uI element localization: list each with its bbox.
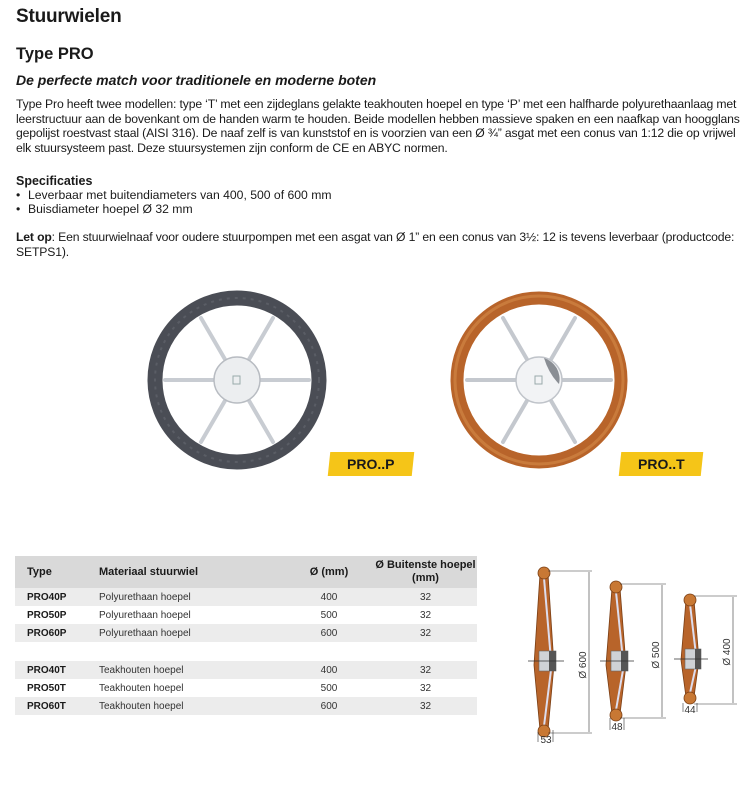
cell-rim: 32 <box>374 661 477 679</box>
tagline: De perfecte match voor traditionele en moderne boten <box>16 72 377 88</box>
cell-material: Teakhouten hoepel <box>87 661 284 679</box>
badge-pro-t: PRO..T <box>619 452 704 476</box>
note-label: Let op <box>16 230 52 244</box>
cell-rim: 32 <box>374 588 477 606</box>
wheel-pro-t-image <box>447 288 631 472</box>
table-header-row <box>15 556 477 588</box>
product-table <box>15 556 477 715</box>
spec-item: • Buisdiameter hoepel Ø 32 mm <box>16 202 332 216</box>
diameter-label-500: Ø 500 <box>651 641 662 669</box>
side-view-drawings <box>520 560 750 745</box>
cell-rim: 32 <box>419 682 432 694</box>
cell-diameter: 600 <box>284 624 374 642</box>
cell-rim: 32 <box>374 697 477 715</box>
cell-material: Teakhouten hoepel <box>99 682 184 694</box>
drawing-600 <box>528 567 592 745</box>
cell-type: PRO60P <box>15 624 87 642</box>
cell-type: PRO40P <box>15 588 87 606</box>
col-header-type: Type <box>15 556 87 588</box>
cell-material: Polyurethaan hoepel <box>87 624 284 642</box>
note <box>16 230 751 259</box>
specs-title: Specificaties <box>16 174 93 188</box>
col-header-rim: Ø Buitenste hoepel (mm) <box>374 556 477 588</box>
depth-label-44: 44 <box>684 705 696 716</box>
cell-diameter: 500 <box>320 682 338 694</box>
cell-material: Polyurethaan hoepel <box>87 588 284 606</box>
cell-type: PRO50P <box>27 609 67 621</box>
cell-material: Teakhouten hoepel <box>87 697 284 715</box>
drawing-500 <box>600 581 666 733</box>
badge-pro-p: PRO..P <box>328 452 415 476</box>
page-title: Stuurwielen <box>16 6 122 27</box>
table-row <box>15 661 477 679</box>
wheel-pro-p-image <box>145 288 329 472</box>
table-spacer <box>15 642 477 661</box>
table-row <box>15 588 477 606</box>
col-header-material: Materiaal stuurwiel <box>87 556 284 588</box>
note-text: : Een stuurwielnaaf voor oudere stuurpompen met een asgat van Ø 1” en een conus van 3½: 12 is tevens leverbaar (productcode: SETPS1). <box>16 230 735 259</box>
diameter-label-400: Ø 400 <box>722 638 733 666</box>
cell-type: PRO40T <box>15 661 87 679</box>
spec-item: • Leverbaar met buitendiameters van 400, 500 of 600 mm <box>16 188 332 202</box>
cell-rim: 32 <box>374 624 477 642</box>
cell-diameter: 400 <box>284 588 374 606</box>
drawing-400 <box>674 594 737 716</box>
col-header-diameter: Ø (mm) <box>284 556 374 588</box>
depth-label-48: 48 <box>611 722 623 733</box>
diameter-label-600: Ø 600 <box>578 651 589 679</box>
cell-diameter: 600 <box>284 697 374 715</box>
cell-type: PRO50T <box>27 682 66 694</box>
table-row <box>15 679 477 697</box>
table-row <box>15 697 477 715</box>
depth-label-53: 53 <box>540 735 552 745</box>
cell-rim: 32 <box>419 609 432 621</box>
description: Type Pro heeft twee modellen: type ‘T’ met een zijdeglans gelakte teakhouten hoepel en type ‘P’ met een halfharde polyurethaanlaag met leerstructuur aan de bovenkant om de handen warm te houden. Beide modellen hebben massieve spaken en een naafkap van hoogglans gepolijst roestvast staal (AISI 316). De naaf zelf is van kunststof en is voorzien van een Ø ¾” asgat met een conus van 1:12 die op vrijwel elk stuursysteem past. Deze stuursystemen zijn conform de CE en ABYC normen. <box>16 97 740 155</box>
specs-list <box>16 188 332 217</box>
cell-diameter: 500 <box>320 609 338 621</box>
section-title: Type PRO <box>16 45 94 63</box>
table-row <box>15 606 477 624</box>
table-row <box>15 624 477 642</box>
cell-diameter: 400 <box>284 661 374 679</box>
cell-material: Polyurethaan hoepel <box>99 609 191 621</box>
cell-type: PRO60T <box>15 697 87 715</box>
